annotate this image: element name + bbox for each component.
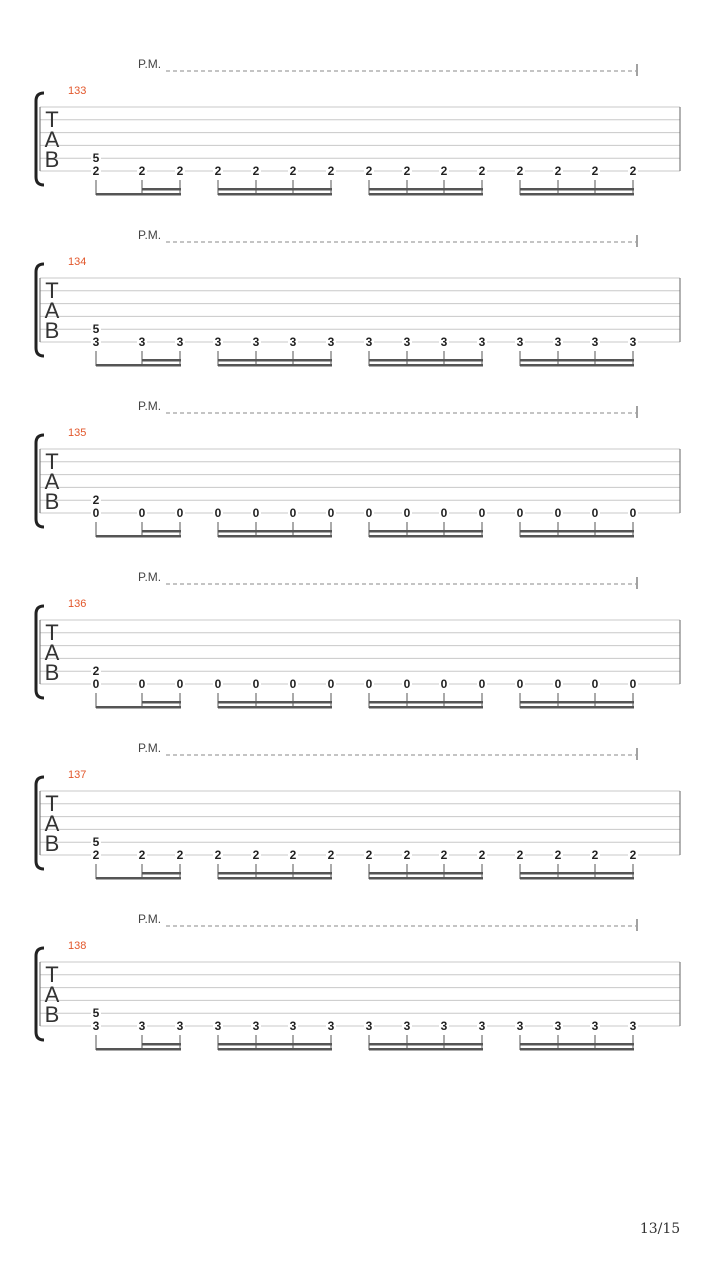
note-beam-secondary [218,359,332,362]
fret-number: 2 [516,164,524,178]
note-beam-secondary [520,188,634,191]
note-beam [96,1048,181,1051]
fret-number: 3 [327,335,335,349]
fret-number: 3 [516,1019,524,1033]
note-beam [520,535,634,538]
measure-number: 135 [68,427,87,439]
fret-number: 2 [176,164,184,178]
note-beam-secondary [142,188,181,191]
palm-mute-label: P.M. [138,228,162,242]
note-beam [520,193,634,196]
fret-number: 3 [478,1019,486,1033]
fret-number: 2 [516,848,524,862]
fret-number: 3 [214,335,222,349]
page-number: 13/15 [639,1221,681,1237]
fret-number: 2 [289,848,297,862]
note-beam [96,877,181,880]
fret-number: 3 [252,335,260,349]
fret-number: 0 [214,677,222,691]
note-beam-secondary [520,359,634,362]
fret-number: 0 [554,506,562,520]
note-beam [520,1048,634,1051]
note-beam-secondary [142,530,181,533]
tab-clef-letter-a: A [44,127,60,152]
fret-number: 5 [92,1006,100,1021]
fret-number: 3 [478,335,486,349]
fret-number: 3 [138,335,146,349]
tab-clef-letter-b: B [44,147,60,172]
fret-number: 3 [92,1019,100,1033]
note-beam [218,706,332,709]
fret-number: 0 [138,506,146,520]
fret-number: 5 [92,322,100,337]
fret-number: 2 [440,848,448,862]
note-beam-secondary [369,1043,483,1046]
measure-number: 134 [68,256,87,268]
note-beam [96,706,181,709]
fret-number: 2 [554,848,562,862]
fret-number: 0 [403,506,411,520]
note-beam-secondary [218,530,332,533]
tab-clef-letter-a: A [44,640,60,665]
fret-number: 2 [629,848,637,862]
fret-number: 3 [554,1019,562,1033]
fret-number: 2 [591,848,599,862]
fret-number: 0 [516,677,524,691]
note-beam [218,364,332,367]
palm-mute-label: P.M. [138,57,162,71]
palm-mute-label: P.M. [138,741,162,755]
note-beam-secondary [520,701,634,704]
tab-clef-letter-b: B [44,489,60,514]
tab-clef-letter-t: T [45,278,59,303]
fret-number: 2 [554,164,562,178]
fret-number: 3 [440,335,448,349]
fret-number: 2 [252,848,260,862]
fret-number: 2 [365,164,373,178]
fret-number: 3 [214,1019,222,1033]
fret-number: 0 [176,677,184,691]
note-beam [369,193,483,196]
fret-number: 2 [403,848,411,862]
measure-number: 136 [68,598,87,610]
fret-number: 3 [365,1019,373,1033]
fret-number: 0 [403,677,411,691]
note-beam-secondary [142,872,181,875]
fret-number: 3 [591,335,599,349]
note-beam-secondary [369,530,483,533]
palm-mute-label: P.M. [138,570,162,584]
measure-number: 137 [68,769,87,781]
fret-number: 3 [289,1019,297,1033]
note-beam [218,535,332,538]
tab-clef-letter-t: T [45,620,59,645]
fret-number: 3 [92,335,100,349]
fret-number: 2 [365,848,373,862]
note-beam [96,193,181,196]
note-beam [218,877,332,880]
tab-clef-letter-t: T [45,449,59,474]
fret-number: 3 [516,335,524,349]
note-beam [218,1048,332,1051]
fret-number: 3 [554,335,562,349]
fret-number: 0 [289,677,297,691]
note-beam-secondary [520,872,634,875]
note-beam-secondary [520,1043,634,1046]
fret-number: 2 [176,848,184,862]
fret-number: 2 [92,164,100,178]
note-beam-secondary [218,188,332,191]
note-beam-secondary [369,359,483,362]
note-beam [520,364,634,367]
tab-clef-letter-t: T [45,962,59,987]
tab-clef-letter-a: A [44,811,60,836]
fret-number: 0 [516,506,524,520]
tab-clef-letter-b: B [44,831,60,856]
fret-number: 2 [591,164,599,178]
note-beam-secondary [369,188,483,191]
fret-number: 0 [629,506,637,520]
fret-number: 3 [365,335,373,349]
fret-number: 0 [327,506,335,520]
fret-number: 2 [214,164,222,178]
fret-number: 3 [252,1019,260,1033]
fret-number: 2 [327,164,335,178]
palm-mute-label: P.M. [138,912,162,926]
fret-number: 0 [92,677,100,691]
palm-mute-label: P.M. [138,399,162,413]
fret-number: 0 [138,677,146,691]
note-beam-secondary [520,530,634,533]
note-beam [520,877,634,880]
fret-number: 0 [92,506,100,520]
fret-number: 3 [591,1019,599,1033]
note-beam [96,364,181,367]
note-beam-secondary [369,701,483,704]
fret-number: 0 [440,677,448,691]
tab-clef-letter-t: T [45,791,59,816]
note-beam-secondary [218,701,332,704]
note-beam [218,193,332,196]
fret-number: 2 [138,848,146,862]
fret-number: 0 [289,506,297,520]
fret-number: 2 [92,664,100,679]
note-beam [369,1048,483,1051]
fret-number: 2 [289,164,297,178]
fret-number: 5 [92,151,100,166]
fret-number: 2 [478,848,486,862]
fret-number: 2 [252,164,260,178]
note-beam [369,706,483,709]
note-beam [369,877,483,880]
fret-number: 2 [138,164,146,178]
note-beam-secondary [218,872,332,875]
fret-number: 0 [478,677,486,691]
fret-number: 0 [214,506,222,520]
tab-clef-letter-b: B [44,660,60,685]
note-beam-secondary [142,701,181,704]
fret-number: 0 [629,677,637,691]
measure-number: 133 [68,85,87,97]
fret-number: 3 [138,1019,146,1033]
note-beam-secondary [142,359,181,362]
note-beam-secondary [218,1043,332,1046]
note-beam [96,535,181,538]
fret-number: 2 [440,164,448,178]
fret-number: 2 [92,493,100,508]
fret-number: 2 [403,164,411,178]
fret-number: 0 [365,506,373,520]
fret-number: 0 [591,677,599,691]
fret-number: 3 [629,1019,637,1033]
note-beam-secondary [369,872,483,875]
tab-clef-letter-a: A [44,469,60,494]
fret-number: 0 [327,677,335,691]
fret-number: 2 [327,848,335,862]
tab-clef-letter-b: B [44,1002,60,1027]
note-beam [369,364,483,367]
fret-number: 3 [176,1019,184,1033]
tab-clef-letter-a: A [44,982,60,1007]
fret-number: 0 [554,677,562,691]
fret-number: 0 [252,506,260,520]
note-beam [520,706,634,709]
tab-clef-letter-a: A [44,298,60,323]
fret-number: 3 [176,335,184,349]
fret-number: 2 [478,164,486,178]
tab-clef-letter-t: T [45,107,59,132]
fret-number: 5 [92,835,100,850]
fret-number: 3 [629,335,637,349]
measure-number: 138 [68,940,87,952]
fret-number: 0 [176,506,184,520]
tab-clef-letter-b: B [44,318,60,343]
fret-number: 3 [327,1019,335,1033]
fret-number: 3 [403,335,411,349]
fret-number: 0 [591,506,599,520]
fret-number: 0 [252,677,260,691]
note-beam-secondary [142,1043,181,1046]
fret-number: 3 [440,1019,448,1033]
fret-number: 3 [403,1019,411,1033]
fret-number: 0 [478,506,486,520]
fret-number: 0 [365,677,373,691]
fret-number: 2 [629,164,637,178]
fret-number: 3 [289,335,297,349]
fret-number: 2 [214,848,222,862]
fret-number: 0 [440,506,448,520]
fret-number: 2 [92,848,100,862]
note-beam [369,535,483,538]
